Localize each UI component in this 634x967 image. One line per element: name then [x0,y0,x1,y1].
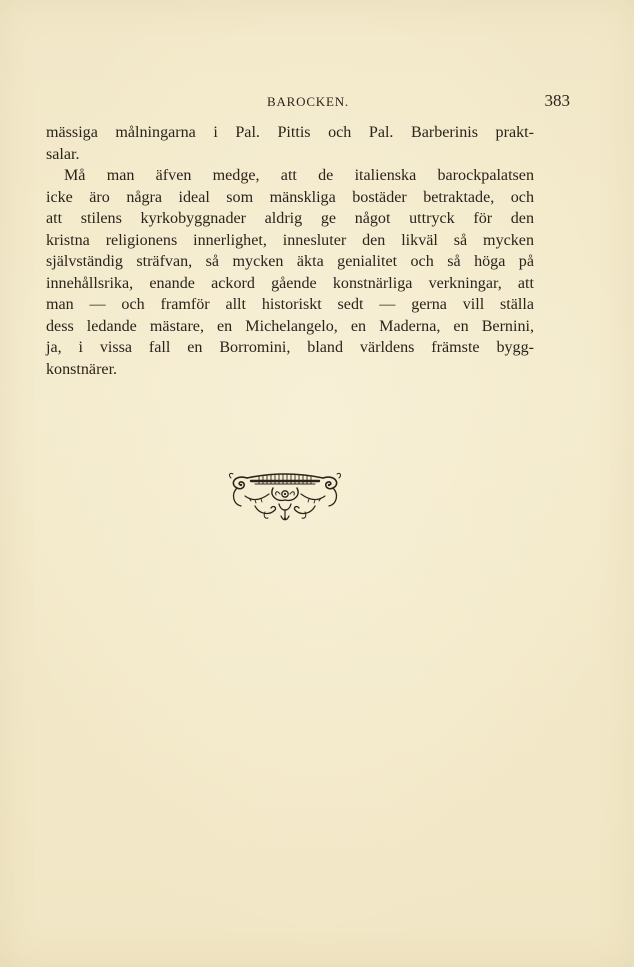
text-line: att stilens kyrkobyggnader aldrig ge något uttryck för den [46,210,534,227]
baroque-vignette-icon [225,466,345,524]
body-text [46,122,534,380]
text-line: icke äro några ideal som mänskliga bostäder betraktade, och [46,188,534,206]
text-line: mässiga målningarna i Pal. Pittis och Pal. Barberinis prakt- [46,124,534,141]
text-line: konstnärer. [46,360,118,378]
text-line: dess ledande mästare, en Michelangelo, en Maderna, en Bernini, [46,317,534,335]
text-line: Må man äfven medge, att de italienska barockpalatsen [64,167,534,184]
running-title: BAROCKEN. [267,94,349,109]
text-line: ja, i vissa fall en Borromini, bland världens främste bygg- [46,339,534,356]
text-line: man — och framför allt historiskt sedt — gerna vill ställa [46,296,534,313]
text-line: kristna religionens innerlighet, innesluter den likväl så mycken [46,231,534,249]
text-line: innehållsrika, enande ackord gående konstnärliga verkningar, att [46,274,534,292]
page-number: 383 [544,91,570,110]
running-header [46,90,570,114]
text-line: självständig sträfvan, så mycken äkta genialitet och så höga på [46,253,534,270]
text-line: salar. [46,145,80,163]
